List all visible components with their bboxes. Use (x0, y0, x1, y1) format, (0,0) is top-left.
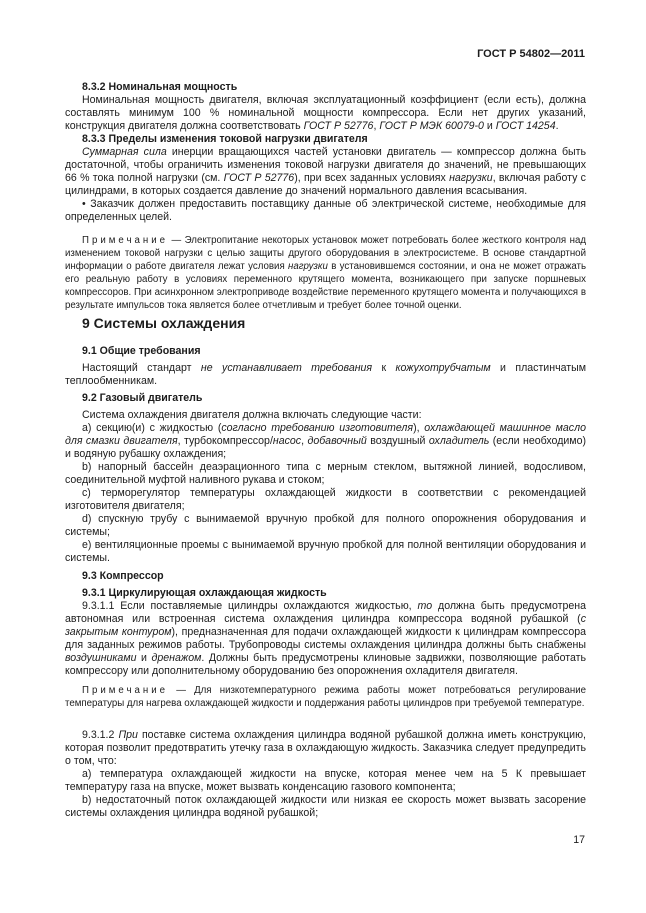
text-segment: , (373, 120, 380, 132)
text-segment: к (372, 362, 396, 374)
body-paragraph (65, 198, 586, 224)
subsection-heading (65, 133, 586, 146)
italic-text-segment: воздушниками (65, 652, 137, 664)
body-paragraph (65, 539, 586, 565)
text-segment: b) напорный бассейн деаэрационного типа с мерным стеклом, вытяжной линией, водосливом, соединительной муфтой наливного рукава и стоком; (65, 461, 586, 486)
subsection-heading (65, 570, 586, 583)
text-segment: 8.3.2 Номинальная мощность (82, 81, 238, 93)
note-label: Примечание (82, 235, 169, 246)
text-segment: c) терморегулятор температуры охлаждающей жидкости в соответствии с рекомендацией изготовителя двигателя; (65, 487, 586, 512)
text-segment: ), при всех заданных условиях (294, 172, 450, 184)
body-paragraph (65, 146, 586, 198)
subsection-heading (65, 587, 586, 600)
text-segment: 9.3 Компрессор (82, 570, 164, 582)
italic-text-segment: охладитель (428, 435, 490, 447)
text-segment: в установившемся состоянии, и она не может отражать его реальную работу в условиях переменного крутящего момента, возникающего при запуске поршневых компрессоров. При асинхронном электроприводе воздействие переменного крутящего момента и получающихся в результате импульсов тока является более отчетливым и требует более точной оценки. (65, 261, 586, 311)
body-paragraph (65, 794, 586, 820)
text-segment: (если необходимо) и водяную рубашку охлаждения; (65, 435, 586, 460)
text-segment: b) недостаточный поток охлаждающей жидкости или низкая ее скорость может вызвать засорение системы охлаждения цилиндра водяной рубашкой; (65, 794, 586, 819)
text-segment: a) секцию(и) с жидкостью ( (82, 422, 222, 434)
text-segment: воздушный (366, 435, 429, 447)
italic-text-segment: При (118, 729, 138, 741)
text-segment: e) вентиляционные проемы с вынимаемой вручную пробкой для полной вентиляции оборудования и системы. (65, 539, 586, 564)
note-paragraph (65, 234, 586, 312)
section-heading (82, 315, 245, 331)
text-segment: — Для низкотемпературного режима работы может потребоваться регулирование температуры для нагрева охлаждающей жидкости и поддержания работы цилиндров при требуемой температуре. (65, 685, 586, 709)
body-paragraph (65, 513, 586, 539)
italic-text-segment: ГОСТ Р МЭК 60079-0 (379, 120, 484, 132)
italic-text-segment: охлаждающей машинное масло для смазки двигателя (65, 422, 586, 447)
text-segment: Система охлаждения двигателя должна включать следующие части: (82, 409, 422, 421)
text-segment: 9.1 Общие требования (82, 345, 201, 357)
subsection-heading (65, 81, 586, 94)
text-segment: Номинальная мощность двигателя, включая эксплуатационный коэффициент (если есть), должна составлять минимум 100 % номинальной мощности компрессора. Если нет других указаний, конструкция двигателя должна соответствовать (65, 94, 586, 132)
body-paragraph (65, 487, 586, 513)
subsection-heading (65, 345, 586, 358)
italic-text-segment: дренажом (151, 652, 202, 664)
text-segment: и (483, 120, 496, 132)
body-paragraph (65, 729, 586, 768)
italic-text-segment: не устанавливает требования (200, 362, 373, 374)
italic-text-segment: насос (272, 435, 302, 447)
text-segment: a) температура охлаждающей жидкости на впуске, которая менее чем на 5 К превышает температуру газа на впуске, может вызвать конденсацию газового компонента; (65, 768, 586, 793)
text-segment: d) спускную трубу с вынимаемой вручную пробкой для полного опорожнения оборудования и системы; (65, 513, 586, 538)
document-header-id: ГОСТ Р 54802—2011 (477, 48, 585, 60)
body-paragraph (65, 600, 586, 678)
text-segment: . Должны быть предусмотрены клиновые задвижки, позволяющие работать компрессору или дополнительному оборудованию без опорожнения охладителя двигателя. (65, 652, 586, 677)
italic-text-segment: добавочный (307, 435, 367, 447)
italic-text-segment: ГОСТ 14254 (495, 120, 556, 132)
text-segment: ), предназначенная для подачи охлаждающей жидкости к цилиндрам компрессора для заданных режимов работы. Трубопроводы системы охлаждения цилиндра должны быть снабжены (65, 626, 586, 651)
text-segment: 9.2 Газовый двигатель (82, 392, 203, 404)
text-segment: 9 Системы охлаждения (82, 315, 246, 331)
body-paragraph (65, 461, 586, 487)
text-segment: и пластинчатым теплообменникам. (65, 362, 586, 387)
text-segment: , (301, 435, 308, 447)
text-segment: • Заказчик должен предоставить поставщику данные об электрической системе, необходимые для определенных целей. (65, 198, 586, 223)
italic-text-segment: согласно требованию изготовителя (221, 422, 414, 434)
text-segment: ), (413, 422, 425, 434)
italic-text-segment: нагрузки (288, 261, 328, 272)
text-segment: , турбокомпрессор/ (177, 435, 273, 447)
italic-text-segment: Суммарная сила (82, 146, 167, 158)
text-segment: 9.3.1.1 Если поставляемые цилиндры охлаждаются жидкостью, (82, 600, 418, 612)
italic-text-segment: ГОСТ Р 52776 (223, 172, 295, 184)
text-segment: — Электропитание некоторых установок может потребовать более жесткого контроля над изменением токовой нагрузки с целью защиты другого оборудования в электросистеме. В основе стандартной информации о работе двигателя лежат условия (65, 235, 586, 272)
note-paragraph (65, 684, 586, 710)
note-label: Примечание (82, 685, 169, 696)
body-paragraph (65, 362, 586, 388)
text-segment: должна быть предусмотрена автономная или встроенная система охлаждения цилиндра компрессора водяной рубашкой ( (65, 600, 586, 625)
text-segment: поставке система охлаждения цилиндра водяной рубашкой должна иметь конструкцию, которая позволит предотвратить утечку газа в охлаждающую жидкость. Заказчика следует предупредить о том, что: (65, 729, 586, 767)
italic-text-segment: то (417, 600, 433, 612)
text-segment: 9.3.1 Циркулирующая охлаждающая жидкость (82, 587, 327, 599)
text-segment: 8.3.3 Пределы изменения токовой нагрузки двигателя (82, 133, 368, 145)
text-segment: . (555, 120, 559, 132)
page-number: 17 (573, 834, 585, 846)
text-segment: 9.3.1.2 (82, 729, 119, 741)
body-paragraph (65, 94, 586, 133)
italic-text-segment: кожухотрубчатым (395, 362, 491, 374)
body-paragraph (65, 422, 586, 461)
body-paragraph (65, 409, 586, 422)
italic-text-segment: с закрытым контуром (65, 613, 586, 638)
subsection-heading (65, 392, 586, 405)
text-segment: Настоящий стандарт (82, 362, 201, 374)
text-segment: , включая работу с цилиндрами, в которых создается давление до значений нормального давления всасывания. (65, 172, 586, 197)
italic-text-segment: нагрузки (449, 172, 493, 184)
text-segment: инерции вращающихся частей установки двигатель — компрессор должна быть достаточной, чтобы ограничить изменения токовой нагрузки двигателя до значений, не превышающих 66 % тока полной нагрузки (см. (65, 146, 586, 184)
body-paragraph (65, 768, 586, 794)
italic-text-segment: ГОСТ Р 52776 (303, 120, 374, 132)
text-segment: и (136, 652, 152, 664)
